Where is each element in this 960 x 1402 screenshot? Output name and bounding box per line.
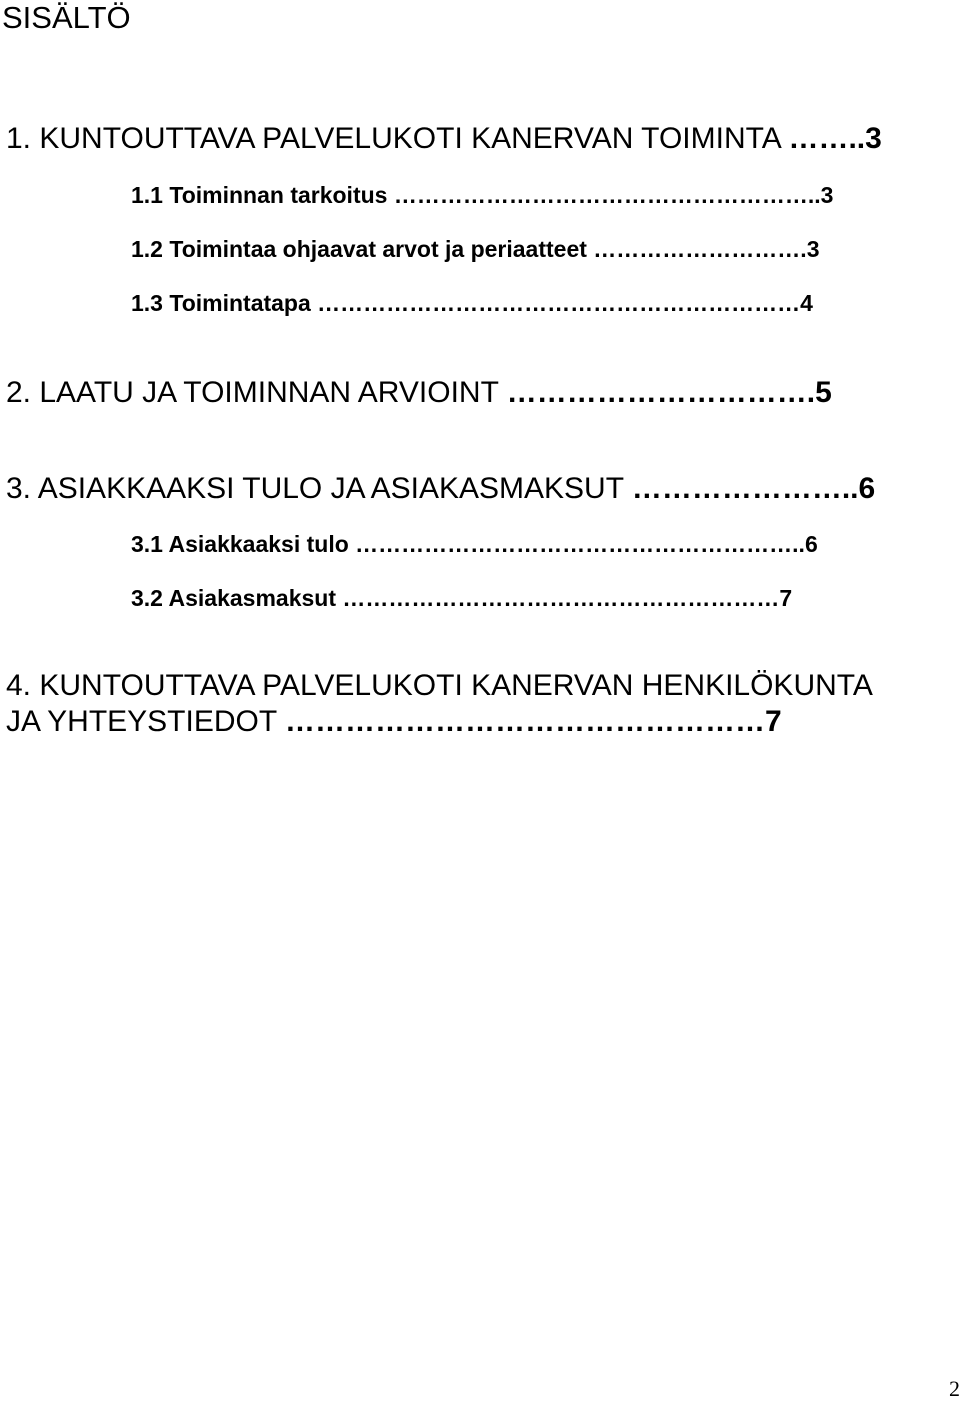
toc-entry-4-continued (6, 707, 782, 737)
toc-entry-leader: ………………………………………………….. (355, 531, 805, 557)
toc-entry-label: 1.2 Toimintaa ohjaavat arvot ja periaatteet (131, 236, 587, 262)
toc-entry-label: 3.1 Asiakkaaksi tulo (131, 531, 349, 557)
toc-entry-3 (6, 474, 875, 504)
toc-entry-label: 1. KUNTOUTTAVA PALVELUKOTI KANERVAN TOIMINTA (6, 122, 781, 155)
toc-entry-page: 3 (865, 122, 882, 155)
toc-entry-2 (6, 378, 832, 408)
toc-entry-page: 7 (764, 705, 782, 738)
toc-entry-page: 5 (815, 376, 832, 409)
toc-entry-label: 4. KUNTOUTTAVA PALVELUKOTI KANERVAN HENKILÖKUNTA (6, 669, 873, 702)
toc-title: SISÄLTÖ (2, 0, 131, 35)
toc-entry-page: 3 (806, 236, 820, 262)
toc-entry-1-3 (131, 292, 813, 315)
toc-entry-page: 6 (804, 531, 818, 557)
toc-entry-page: 4 (800, 290, 813, 316)
toc-entry-leader: ……………………………………………….. (393, 182, 821, 208)
toc-entry-leader: ………………………………………… (284, 705, 765, 738)
toc-entry-label: 1.3 Toimintatapa (131, 290, 311, 316)
toc-entry-page: 3 (820, 182, 834, 208)
toc-entry-leader: ………………….. (631, 472, 859, 505)
toc-entry-page: 7 (779, 585, 793, 611)
toc-entry-page: 6 (858, 472, 876, 505)
toc-entry-1-2 (131, 238, 819, 261)
toc-entry-label: JA YHTEYSTIEDOT (6, 705, 277, 738)
toc-entry-leader: …………………………. (506, 376, 816, 409)
page-number: 2 (949, 1376, 960, 1401)
toc-entry-leader: ……………………………………………………… (317, 290, 801, 316)
toc-entry-label: 3. ASIAKKAAKSI TULO JA ASIAKASMAKSUT (6, 472, 624, 505)
toc-entry-label: 2. LAATU JA TOIMINNAN ARVIOINT (6, 376, 499, 409)
toc-entry-1 (6, 124, 882, 154)
toc-entry-4 (6, 671, 873, 701)
toc-entry-label: 3.2 Asiakasmaksut (131, 585, 337, 611)
toc-entry-3-2 (131, 587, 792, 610)
toc-entry-leader: ………………………. (593, 236, 807, 262)
toc-entry-leader: ………………………………………………… (342, 585, 780, 611)
toc-entry-leader: …….. (788, 122, 866, 155)
toc-entry-1-1 (131, 184, 833, 207)
toc-entry-label: 1.1 Toiminnan tarkoitus (131, 182, 388, 208)
toc-entry-3-1 (131, 533, 818, 556)
